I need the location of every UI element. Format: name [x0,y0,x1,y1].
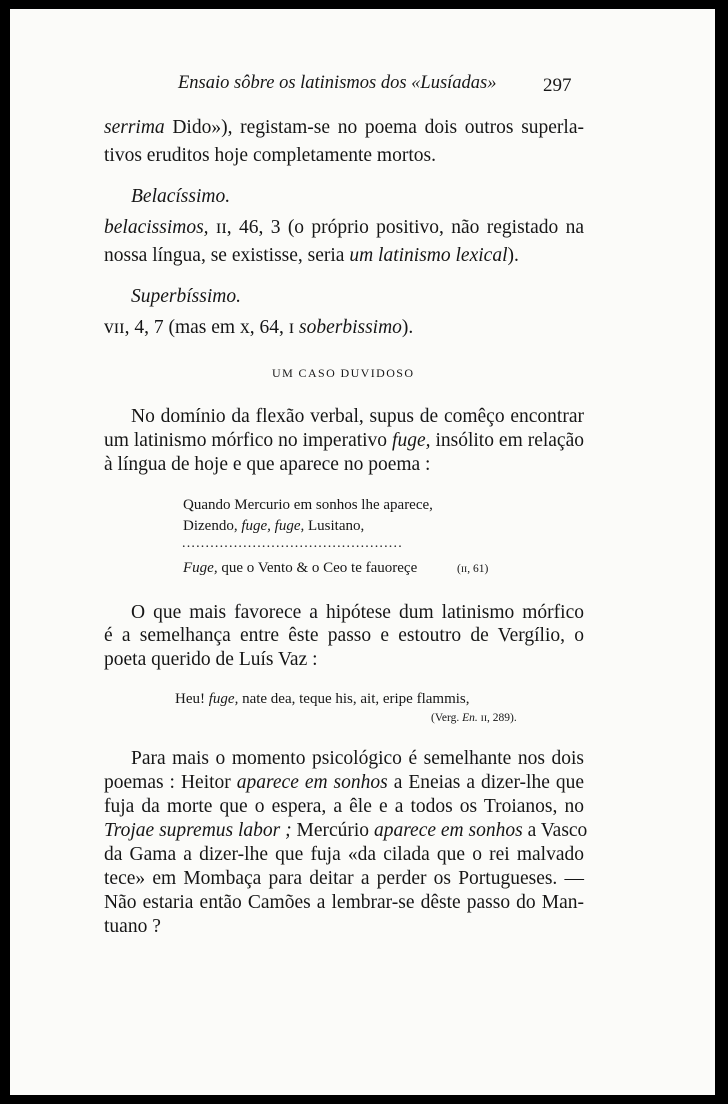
text-span: ). [507,245,519,266]
text-span: (o próprio positivo, não registado na [287,217,584,238]
text-span: a Eneias a dizer-lhe que [387,772,584,793]
text-span: um latinismo mórfico no imperativo [104,430,393,451]
verse-line [175,692,470,707]
text-span: (Verg. [431,712,463,724]
paragraph-line: tuano ? [104,916,161,937]
italic-term: fuge, fuge, [241,518,305,534]
italic-phrase: aparece em sonhos [373,820,523,841]
italic-term: fuge, [392,430,431,451]
subheading-superbissimo: Superbíssimo. [131,286,241,307]
paragraph-line [104,773,584,793]
italic-term: En. [462,712,478,724]
paragraph-line: No domínio da flexão verbal, supus de comêço encontrar [131,406,584,427]
paragraph-line [104,118,584,138]
text-span: nossa língua, se existisse, seria [104,245,350,266]
paragraph-line: Não estaria então Camões a lembrar-se dêste passo do Man- [104,892,584,913]
italic-phrase: um latinismo lexical [349,245,508,266]
paragraph-line: tivos eruditos hoje completamente mortos. [104,145,436,166]
text-span: insólito em relação [430,430,584,451]
verse-line: Quando Mercurio em sonhos lhe aparece, [183,497,433,513]
italic-term: soberbissimo [298,317,402,338]
text-span: que o Vento & o Ceo te fauoreçe [217,560,418,576]
text-span: ɪɪ, 289). [477,712,517,724]
text-span: vɪɪ, 4, 7 (mas em x, 64, ɪ [104,317,299,338]
italic-phrase: Trojae supremus labor ; [104,820,292,841]
italic-term: serrima [104,117,165,138]
text-span: poemas : Heitor [104,772,237,793]
paragraph-line: fuja da morte que o espera, a êle e a todos os Troianos, no [104,796,584,817]
paragraph-line [104,318,413,338]
text-span: ɪɪ, 46, 3 [208,217,288,238]
section-title: UM CASO DUVIDOSO [272,366,415,380]
paragraph-line: tece» em Mombaça para deitar a perder os Portugueses. — [104,868,584,889]
verse-reference [431,713,517,725]
paragraph-line: é a semelhança entre êste passo e estoutro de Vergílio, o [104,625,584,646]
text-span: Mercúrio [291,820,374,841]
subheading-belacissimo: Belacíssimo. [131,186,231,207]
text-span: ). [401,317,414,338]
paragraph-line: à língua de hoje e que aparece no poema : [104,454,431,475]
paragraph-line [104,431,584,451]
italic-term: Fuge, [183,560,218,576]
page-number: 297 [543,75,572,96]
verse-line [183,519,364,534]
paragraph-line [104,246,519,266]
paragraph-line [104,820,588,841]
italic-phrase: aparece em sonhos [236,772,388,793]
text-span: Dido»), registam-se no poema dois outros superla- [164,117,584,138]
paragraph-line: Para mais o momento psicológico é semelhante nos dois [131,748,584,769]
italic-term: fuge, [208,691,239,707]
paragraph-line: poeta querido de Luís Vaz : [104,649,318,670]
text-span: nate dea, teque his, ait, eripe flammis, [238,691,470,707]
running-title: Ensaio sôbre os latinismos dos «Lusíadas» [178,73,497,93]
text-span: a Vasco [522,820,588,841]
text-span: Dizendo, [183,518,242,534]
text-span: Lusitano, [304,518,365,534]
text-span: Heu! [175,691,209,707]
paragraph-line: da Gama a dizer-lhe que fuja «da cilada que o rei malvado [104,844,584,865]
italic-term: belacissimos, [104,217,209,238]
book-page [10,9,715,1095]
verse-line [183,561,417,576]
paragraph-line [104,218,584,238]
verse-reference: (ɪɪ, 61) [457,563,489,575]
paragraph-line: O que mais favorece a hipótese dum latinismo mórfico [131,602,584,623]
ellipsis-dots: ............................................... [182,536,403,551]
